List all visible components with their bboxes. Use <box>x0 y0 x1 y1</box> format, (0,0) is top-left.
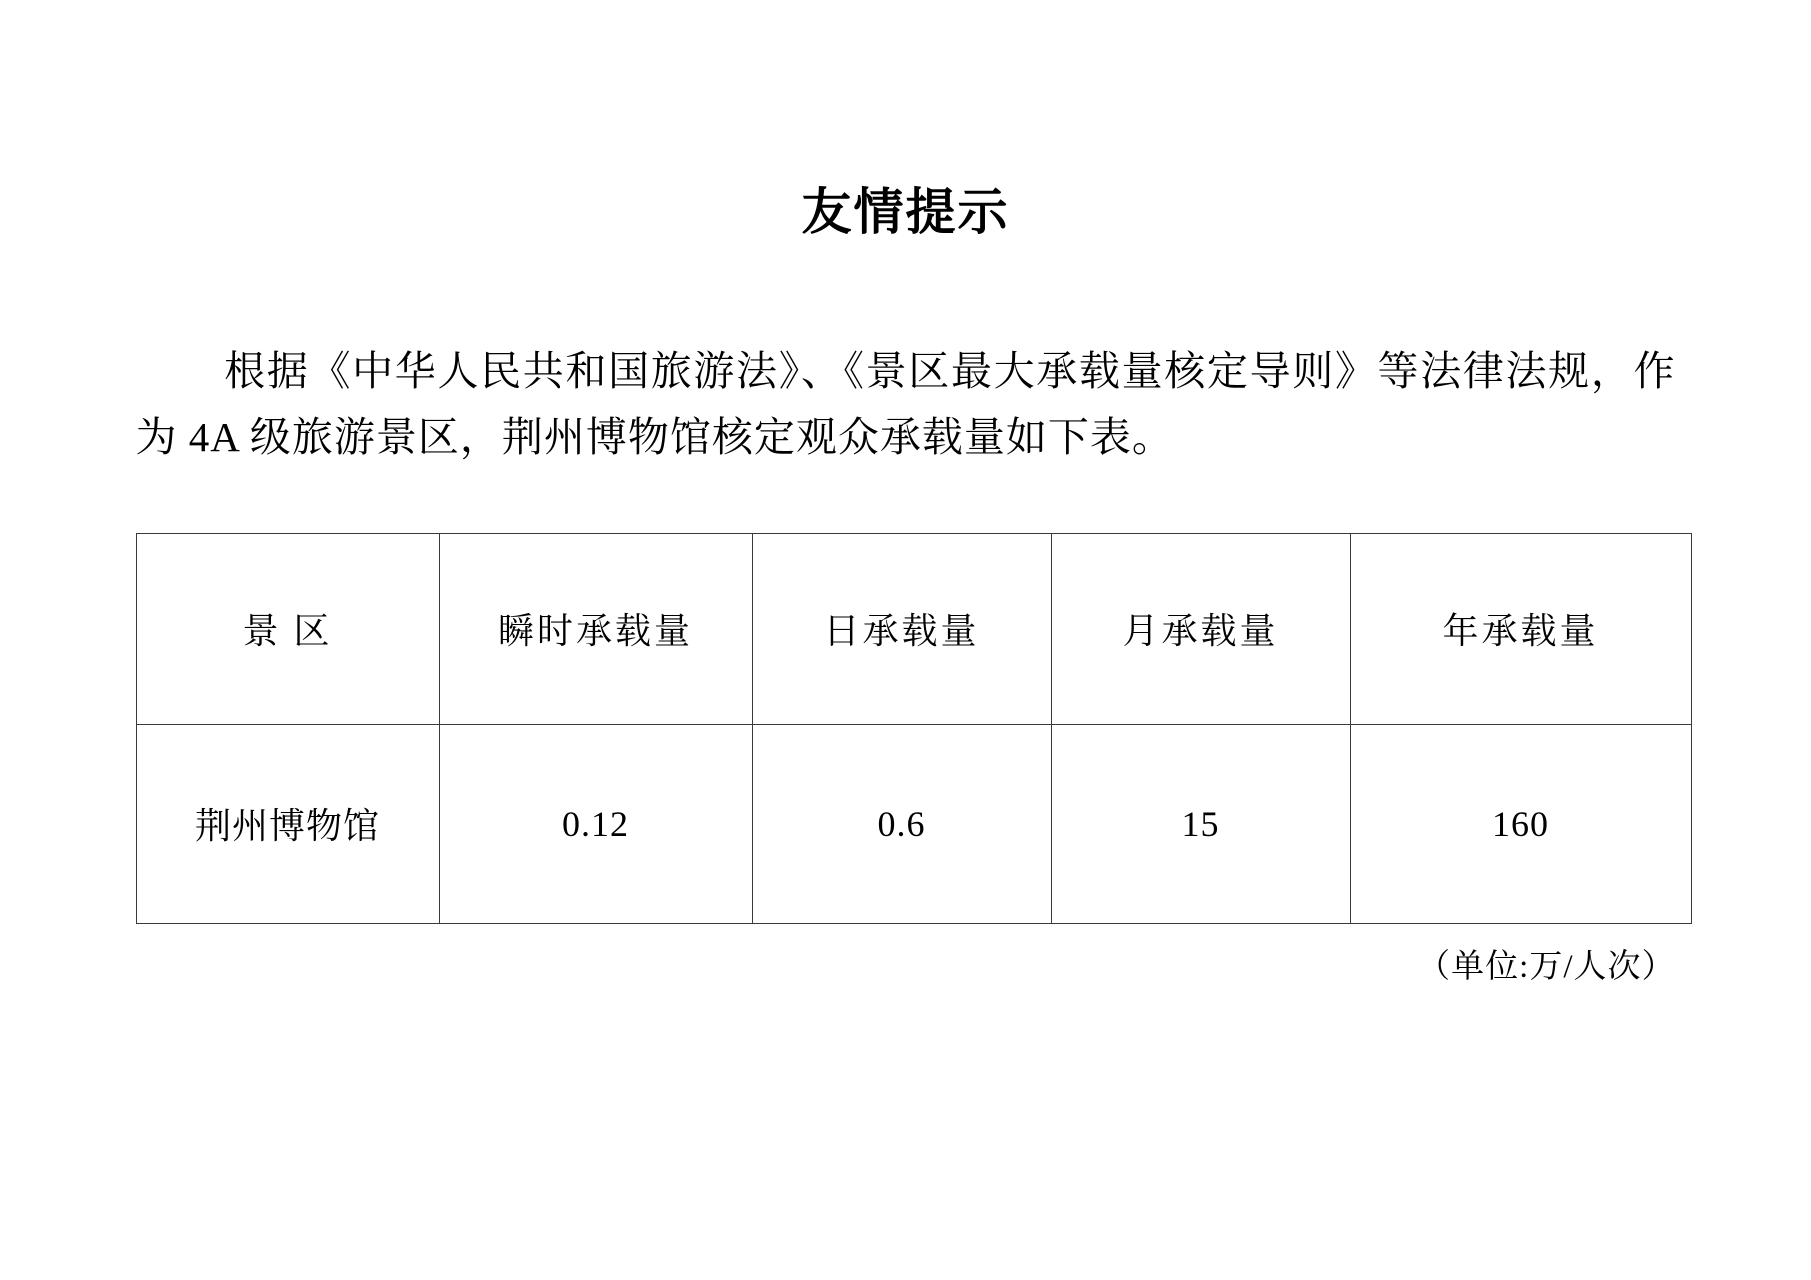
cell-scenic-name: 荆州博物馆 <box>136 724 439 923</box>
unit-note: （单位:万/人次） <box>1417 948 1676 985</box>
table-header-monthly: 月承载量 <box>1051 533 1350 724</box>
table-header-yearly: 年承载量 <box>1350 533 1691 724</box>
cell-daily-capacity: 0.6 <box>752 724 1051 923</box>
table-header-row <box>136 533 1691 724</box>
table-header-instant: 瞬时承载量 <box>439 533 752 724</box>
table-body <box>136 724 1691 923</box>
body-paragraph <box>136 242 1676 471</box>
table-header-daily: 日承载量 <box>752 533 1051 724</box>
paragraph-text: 根据《中华人民共和国旅游法》、《景区最大承载量核定导则》等法律法规，作为 4A 级旅游景区，荆州博物馆核定观众承载量如下表。 <box>135 348 1676 461</box>
capacity-table <box>136 533 1692 924</box>
table-header <box>136 533 1691 724</box>
table-header-scenic: 景 区 <box>136 533 439 724</box>
cell-yearly-capacity: 160 <box>1350 724 1691 923</box>
cell-monthly-capacity: 15 <box>1051 724 1350 923</box>
capacity-table-wrapper <box>136 471 1676 924</box>
page-title: 友情提示 <box>801 184 1010 240</box>
table-row <box>136 724 1691 923</box>
cell-instant-capacity: 0.12 <box>439 724 752 923</box>
